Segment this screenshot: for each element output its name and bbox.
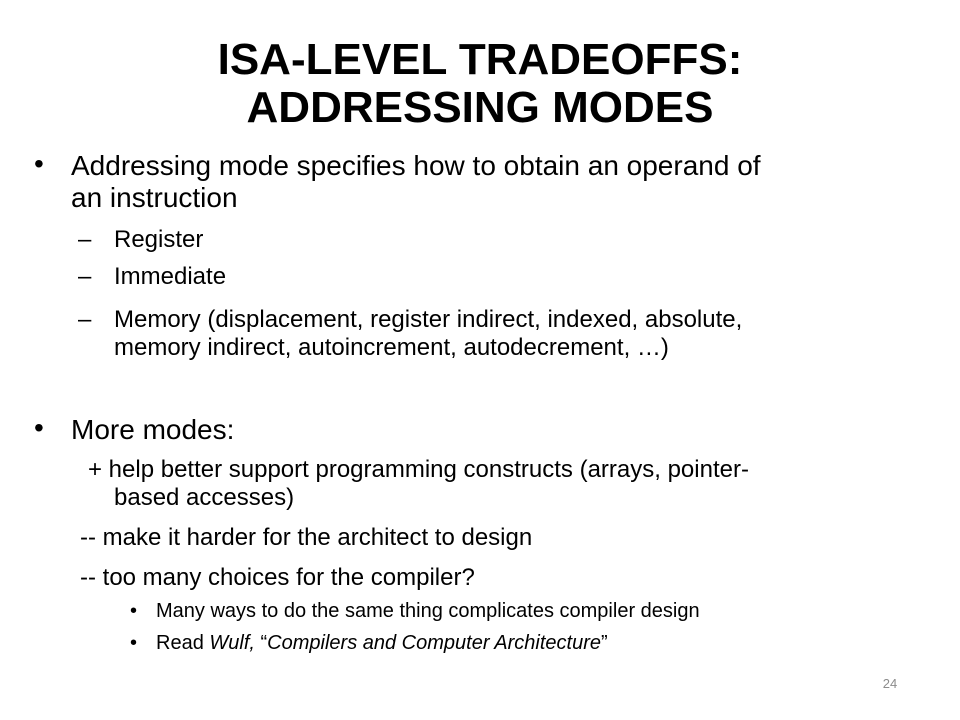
title-line-2: ADDRESSING MODES — [246, 83, 714, 132]
bullet-icon: • — [34, 412, 44, 443]
sub-item-memory-line1: Memory (displacement, register indirect, indexed, absolute, — [114, 306, 743, 333]
bullet-icon: • — [130, 632, 138, 654]
pro-item-line2: based accesses) — [114, 484, 295, 511]
bullet-more-modes: More modes: — [71, 414, 235, 445]
read-prefix: Read — [156, 632, 210, 654]
dash-icon: – — [78, 306, 92, 333]
con-item-compiler: -- too many choices for the compiler? — [80, 564, 475, 591]
sub-bullet-read-wulf — [156, 631, 608, 655]
paper-title: Compilers and Computer Architecture — [267, 632, 602, 654]
sub-item-immediate: Immediate — [114, 263, 227, 290]
sub-bullet-many-ways: Many ways to do the same thing complicates compiler design — [156, 600, 700, 622]
pro-item-line1: + help better support programming constructs (arrays, pointer- — [88, 456, 749, 483]
author-name: Wulf, — [209, 632, 261, 654]
bullet-addressing-mode-line2: an instruction — [71, 182, 238, 213]
sub-item-memory-line2: memory indirect, autoincrement, autodecrement, …) — [114, 334, 669, 361]
quote-open: “ — [260, 632, 268, 654]
dash-icon: – — [78, 263, 92, 290]
page-number: 24 — [882, 676, 898, 691]
dash-icon: – — [78, 226, 92, 253]
con-item-architect: -- make it harder for the architect to design — [80, 524, 533, 551]
quote-close: ” — [601, 632, 608, 654]
title-line-1: ISA-LEVEL TRADEOFFS: — [217, 35, 743, 84]
bullet-addressing-mode-line1: Addressing mode specifies how to obtain an operand of — [71, 150, 761, 181]
bullet-icon: • — [130, 600, 138, 622]
sub-item-register: Register — [114, 226, 204, 253]
bullet-icon: • — [34, 148, 44, 179]
